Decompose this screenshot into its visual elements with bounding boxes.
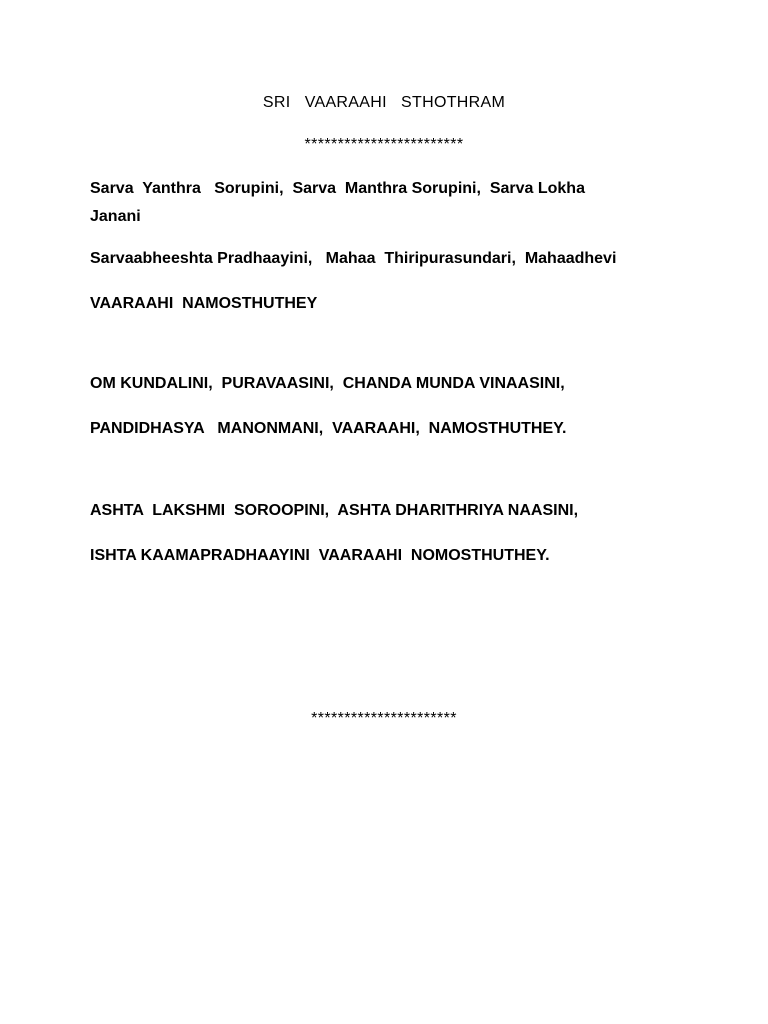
stanza2-line2: PANDIDHASYA MANONMANI, VAARAAHI, NAMOSTHUTHEY. xyxy=(90,420,567,437)
stanza1-line3: Sarvaabheeshta Pradhaayini, Mahaa Thiripurasundari, Mahaadhevi xyxy=(90,250,617,267)
stanza1-line4: VAARAAHI NAMOSTHUTHEY xyxy=(90,295,318,312)
divider-bottom: ********************** xyxy=(311,710,457,727)
stanza1-line1: Sarva Yanthra Sorupini, Sarva Manthra Sorupini, Sarva Lokha xyxy=(90,180,585,197)
divider-top: ************************ xyxy=(304,136,464,153)
document-title: SRI VAARAAHI STHOTHRAM xyxy=(262,94,506,111)
stanza2-line1: OM KUNDALINI, PURAVAASINI, CHANDA MUNDA VINAASINI, xyxy=(90,375,565,392)
stanza1-line2: Janani xyxy=(90,208,141,225)
stanza3-line2: ISHTA KAAMAPRADHAAYINI VAARAAHI NOMOSTHUTHEY. xyxy=(90,547,550,564)
stanza3-line1: ASHTA LAKSHMI SOROOPINI, ASHTA DHARITHRIYA NAASINI, xyxy=(90,502,579,519)
